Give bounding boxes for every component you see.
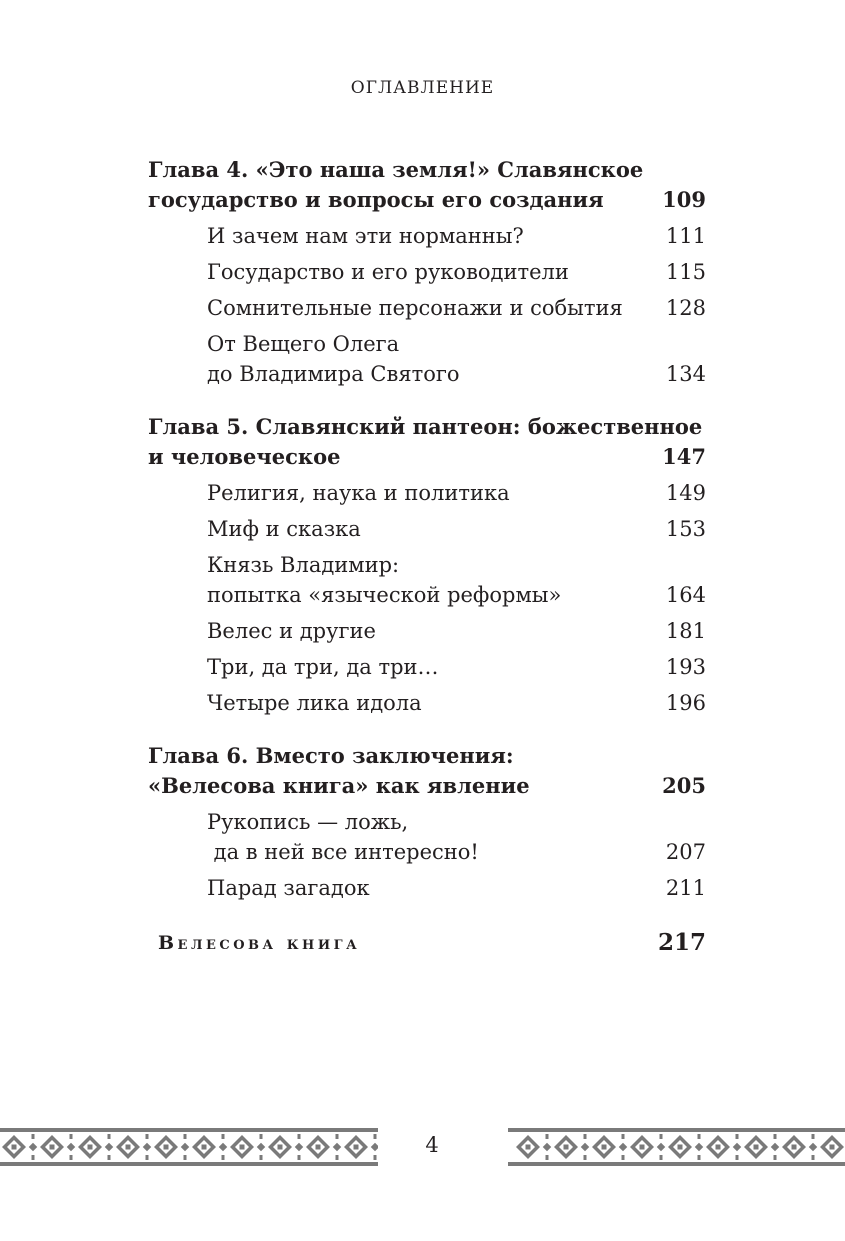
toc-entry-page: 115 xyxy=(665,260,706,284)
toc-section[interactable] xyxy=(148,652,706,682)
toc-entry-title-line1: От Вещего Олега xyxy=(207,332,400,356)
toc-entry-title: Миф и сказка xyxy=(207,517,361,541)
toc-section[interactable] xyxy=(148,514,706,544)
toc-entry-page: 134 xyxy=(665,362,706,386)
toc-entry-title: Четыре лика идола xyxy=(207,691,422,715)
toc-entry-title: Три, да три, да три… xyxy=(207,655,439,679)
toc-section[interactable] xyxy=(148,688,706,718)
toc-entry-title-line2: да в ней все интересно! xyxy=(207,840,479,864)
toc-entry-page: 196 xyxy=(665,691,706,715)
toc-section[interactable] xyxy=(148,329,706,389)
toc-entry-page: 153 xyxy=(665,517,706,541)
toc-entry-page: 205 xyxy=(662,773,706,798)
toc-veles-book[interactable] xyxy=(148,926,706,958)
toc-chapter-6[interactable] xyxy=(148,741,706,801)
toc-entry-title-line2: «Велесова книга» как явление xyxy=(148,773,530,798)
toc-entry-title-line1: Рукопись — ложь, xyxy=(207,810,409,834)
ornament-border-right xyxy=(508,1127,845,1167)
page-header: ОГЛАВЛЕНИЕ xyxy=(350,78,495,98)
toc-section[interactable] xyxy=(148,257,706,287)
toc-section[interactable] xyxy=(148,221,706,251)
toc-entry-title: Велесова книга xyxy=(158,932,361,954)
toc-entry-title: Парад загадок xyxy=(207,876,370,900)
toc-entry-page: 181 xyxy=(665,619,706,643)
toc-entry-page: 211 xyxy=(665,876,706,900)
toc-chapter-5[interactable] xyxy=(148,412,706,472)
toc-entry-title: Религия, наука и политика xyxy=(207,481,510,505)
ornament-border-left xyxy=(0,1127,378,1167)
toc-entry-title-line2: и человеческое xyxy=(148,444,341,469)
toc-section[interactable] xyxy=(148,293,706,323)
toc-entry-title: Сомнительные персонажи и события xyxy=(207,296,623,320)
toc-entry-title: Государство и его руководители xyxy=(207,260,569,284)
toc-entry-title-line1: Глава 5. Славянский пантеон: божественное xyxy=(148,414,703,439)
toc-entry-page: 111 xyxy=(665,224,706,248)
toc-entry-title-line2: до Владимира Святого xyxy=(207,362,460,386)
toc-entry-page: 217 xyxy=(657,929,706,956)
toc-entry-title-line2: попытка «языческой реформы» xyxy=(207,583,562,607)
toc-entry-page: 149 xyxy=(665,481,706,505)
ornament-pattern-right xyxy=(508,1127,845,1167)
page-footer xyxy=(0,1127,845,1167)
toc-chapter-4[interactable] xyxy=(148,155,706,215)
toc-entry-title: Велес и другие xyxy=(207,619,376,643)
toc-section[interactable] xyxy=(148,873,706,903)
toc-section[interactable] xyxy=(148,478,706,508)
toc-entry-title-line1: Глава 6. Вместо заключения: xyxy=(148,743,514,768)
page-number: 4 xyxy=(425,1133,439,1157)
toc-entry-title: И зачем нам эти норманны? xyxy=(207,224,524,248)
toc-entry-page: 147 xyxy=(662,444,706,469)
toc-entry-title-line2: государство и вопросы его создания xyxy=(148,187,604,212)
toc-entry-title-line1: Глава 4. «Это наша земля!» Славянское xyxy=(148,157,644,182)
toc-entry-page: 109 xyxy=(662,187,706,212)
toc-section[interactable] xyxy=(148,616,706,646)
toc-section[interactable] xyxy=(148,550,706,610)
toc-entry-page: 164 xyxy=(665,583,706,607)
toc-entry-page: 193 xyxy=(665,655,706,679)
toc-entry-page: 128 xyxy=(665,296,706,320)
toc-section[interactable] xyxy=(148,807,706,867)
ornament-pattern-left xyxy=(0,1127,378,1167)
toc-entry-page: 207 xyxy=(665,840,706,864)
toc-entry-title-line1: Князь Владимир: xyxy=(207,553,400,577)
